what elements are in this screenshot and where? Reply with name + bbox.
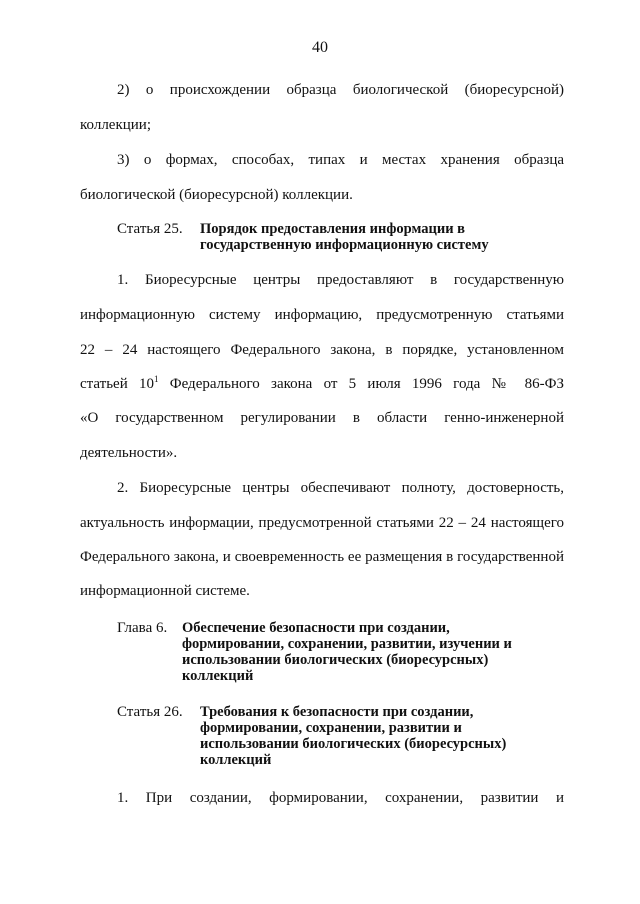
chapter-6-title-line: коллекций <box>182 668 254 684</box>
superscript-mark: 1 <box>154 374 159 384</box>
a25-p1-line-4-end: Федерального закона от 5 июля 1996 года № 86-ФЗ <box>158 376 564 392</box>
a25-p1-line-6: деятельности». <box>80 445 178 461</box>
article-25-title-line: Порядок предоставления информации в <box>200 221 466 237</box>
a25-p2-line-3: Федерального закона, и своевременность ее размещения в государственной <box>80 549 564 565</box>
item-3-line-2: биологической (биоресурсной) коллекции. <box>80 187 353 203</box>
chapter-6-title-line: формировании, сохранении, развитии, изучении и <box>182 636 512 652</box>
item-2-line-1: 2) о происхождении образца биологической (биоресурсной) <box>117 82 564 98</box>
page-number: 40 <box>312 39 328 56</box>
article-26-label: Статья 26. <box>117 704 183 720</box>
article-26-title <box>200 704 580 768</box>
chapter-6-title-line: использовании биологических (биоресурсных) <box>182 652 489 668</box>
a25-p1-line-4 <box>80 374 564 394</box>
article-26-title-line: Требования к безопасности при создании, <box>200 704 474 720</box>
article-26-title-line: формировании, сохранении, развитии и <box>200 720 462 736</box>
a25-p1-line-3: 22 – 24 настоящего Федерального закона, в порядке, установленном <box>80 342 564 358</box>
a25-p2-line-1: 2. Биоресурсные центры обеспечивают полноту, достоверность, <box>117 480 564 496</box>
item-3-line-1: 3) о формах, способах, типах и местах хранения образца <box>117 152 564 168</box>
a25-p1-line-2: информационную систему информацию, предусмотренную статьями <box>80 307 564 323</box>
article-25-title <box>200 221 580 253</box>
article-25-label: Статья 25. <box>117 221 183 237</box>
chapter-6-title-line: Обеспечение безопасности при создании, <box>182 620 450 636</box>
a25-p1-line-5: «О государственном регулировании в области генно-инженерной <box>80 410 564 426</box>
article-26-title-line: использовании биологических (биоресурсных) <box>200 736 507 752</box>
article-25-title-line: государственную информационную систему <box>200 237 489 253</box>
a25-p2-line-4: информационной системе. <box>80 583 250 599</box>
chapter-6-title <box>182 620 562 684</box>
a25-p1-line-1: 1. Биоресурсные центры предоставляют в государственную <box>117 272 564 288</box>
chapter-6-label: Глава 6. <box>117 620 168 636</box>
a26-p1-line-1: 1. При создании, формировании, сохранении, развитии и <box>117 790 564 806</box>
a25-p2-line-2: актуальность информации, предусмотренной статьями 22 – 24 настоящего <box>80 515 564 531</box>
a25-p1-line-4-start: статьей 10 <box>80 376 154 392</box>
item-2-line-2: коллекции; <box>80 117 151 133</box>
article-26-title-line: коллекций <box>200 752 272 768</box>
